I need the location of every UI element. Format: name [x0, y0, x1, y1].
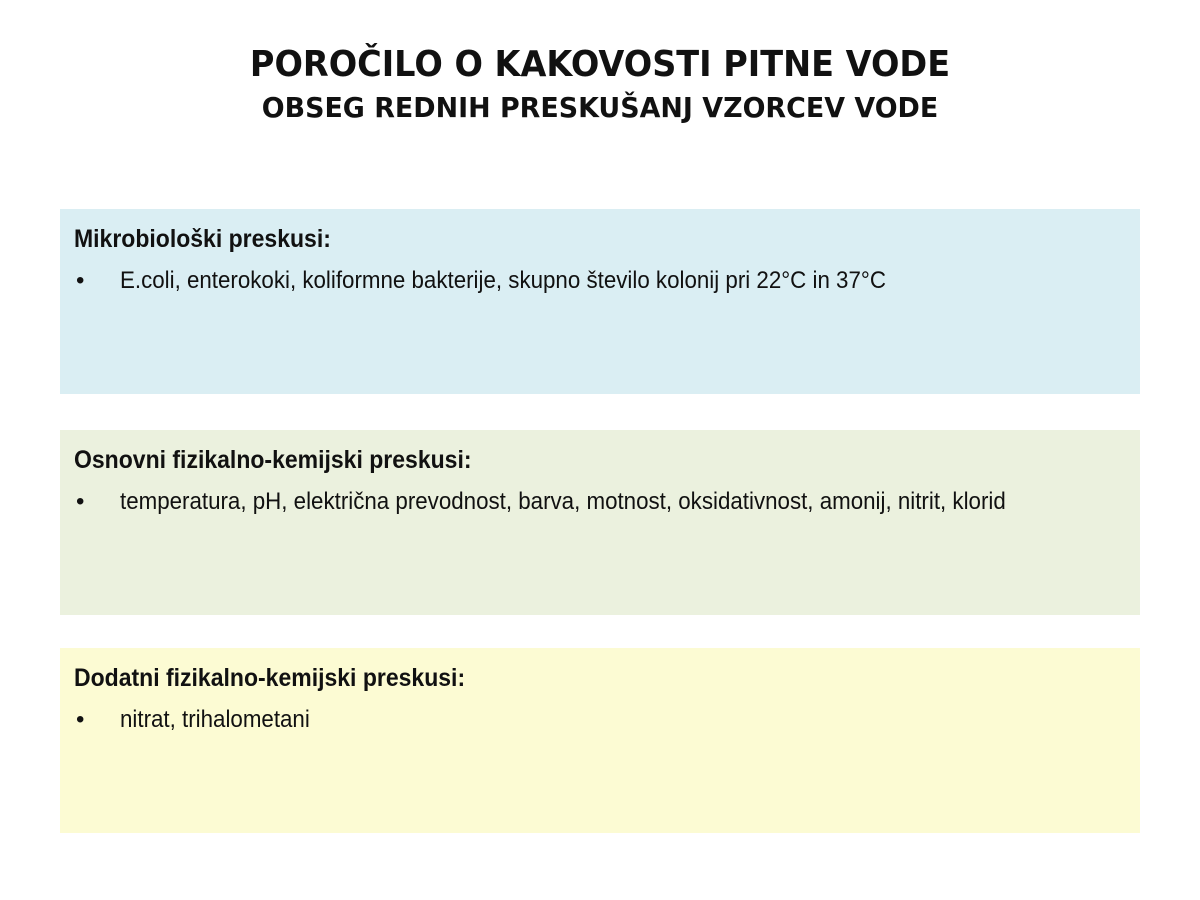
- section-basic-physicochemical: [60, 430, 1140, 615]
- bullet-list: [74, 486, 1126, 518]
- bullet-icon: •: [76, 488, 85, 515]
- bullet-list: [74, 704, 1126, 736]
- list-item: [74, 486, 1126, 518]
- section-heading: Mikrobiološki preskusi:: [74, 225, 331, 253]
- section-additional-physicochemical: [60, 648, 1140, 833]
- title-main: POROČILO O KAKOVOSTI PITNE VODE: [249, 44, 951, 85]
- list-item-text: temperatura, pH, električna prevodnost, barva, motnost, oksidativnost, amonij, nitrit, klorid: [120, 488, 1006, 515]
- list-item: [74, 704, 1126, 736]
- title-subtitle: OBSEG REDNIH PRESKUŠANJ VZORCEV VODE: [261, 91, 939, 124]
- list-item-text: E.coli, enterokoki, koliformne bakterije, skupno število kolonij pri 22°C in 37°C: [120, 267, 886, 294]
- section-heading: Dodatni fizikalno-kemijski preskusi:: [74, 664, 466, 692]
- section-microbiological: [60, 209, 1140, 394]
- list-item-text: nitrat, trihalometani: [120, 706, 310, 733]
- bullet-icon: •: [76, 706, 85, 733]
- section-heading: Osnovni fizikalno-kemijski preskusi:: [74, 446, 472, 474]
- bullet-icon: •: [76, 267, 85, 294]
- slide-title: [0, 42, 1200, 128]
- bullet-list: [74, 265, 1126, 297]
- list-item: [74, 265, 1126, 297]
